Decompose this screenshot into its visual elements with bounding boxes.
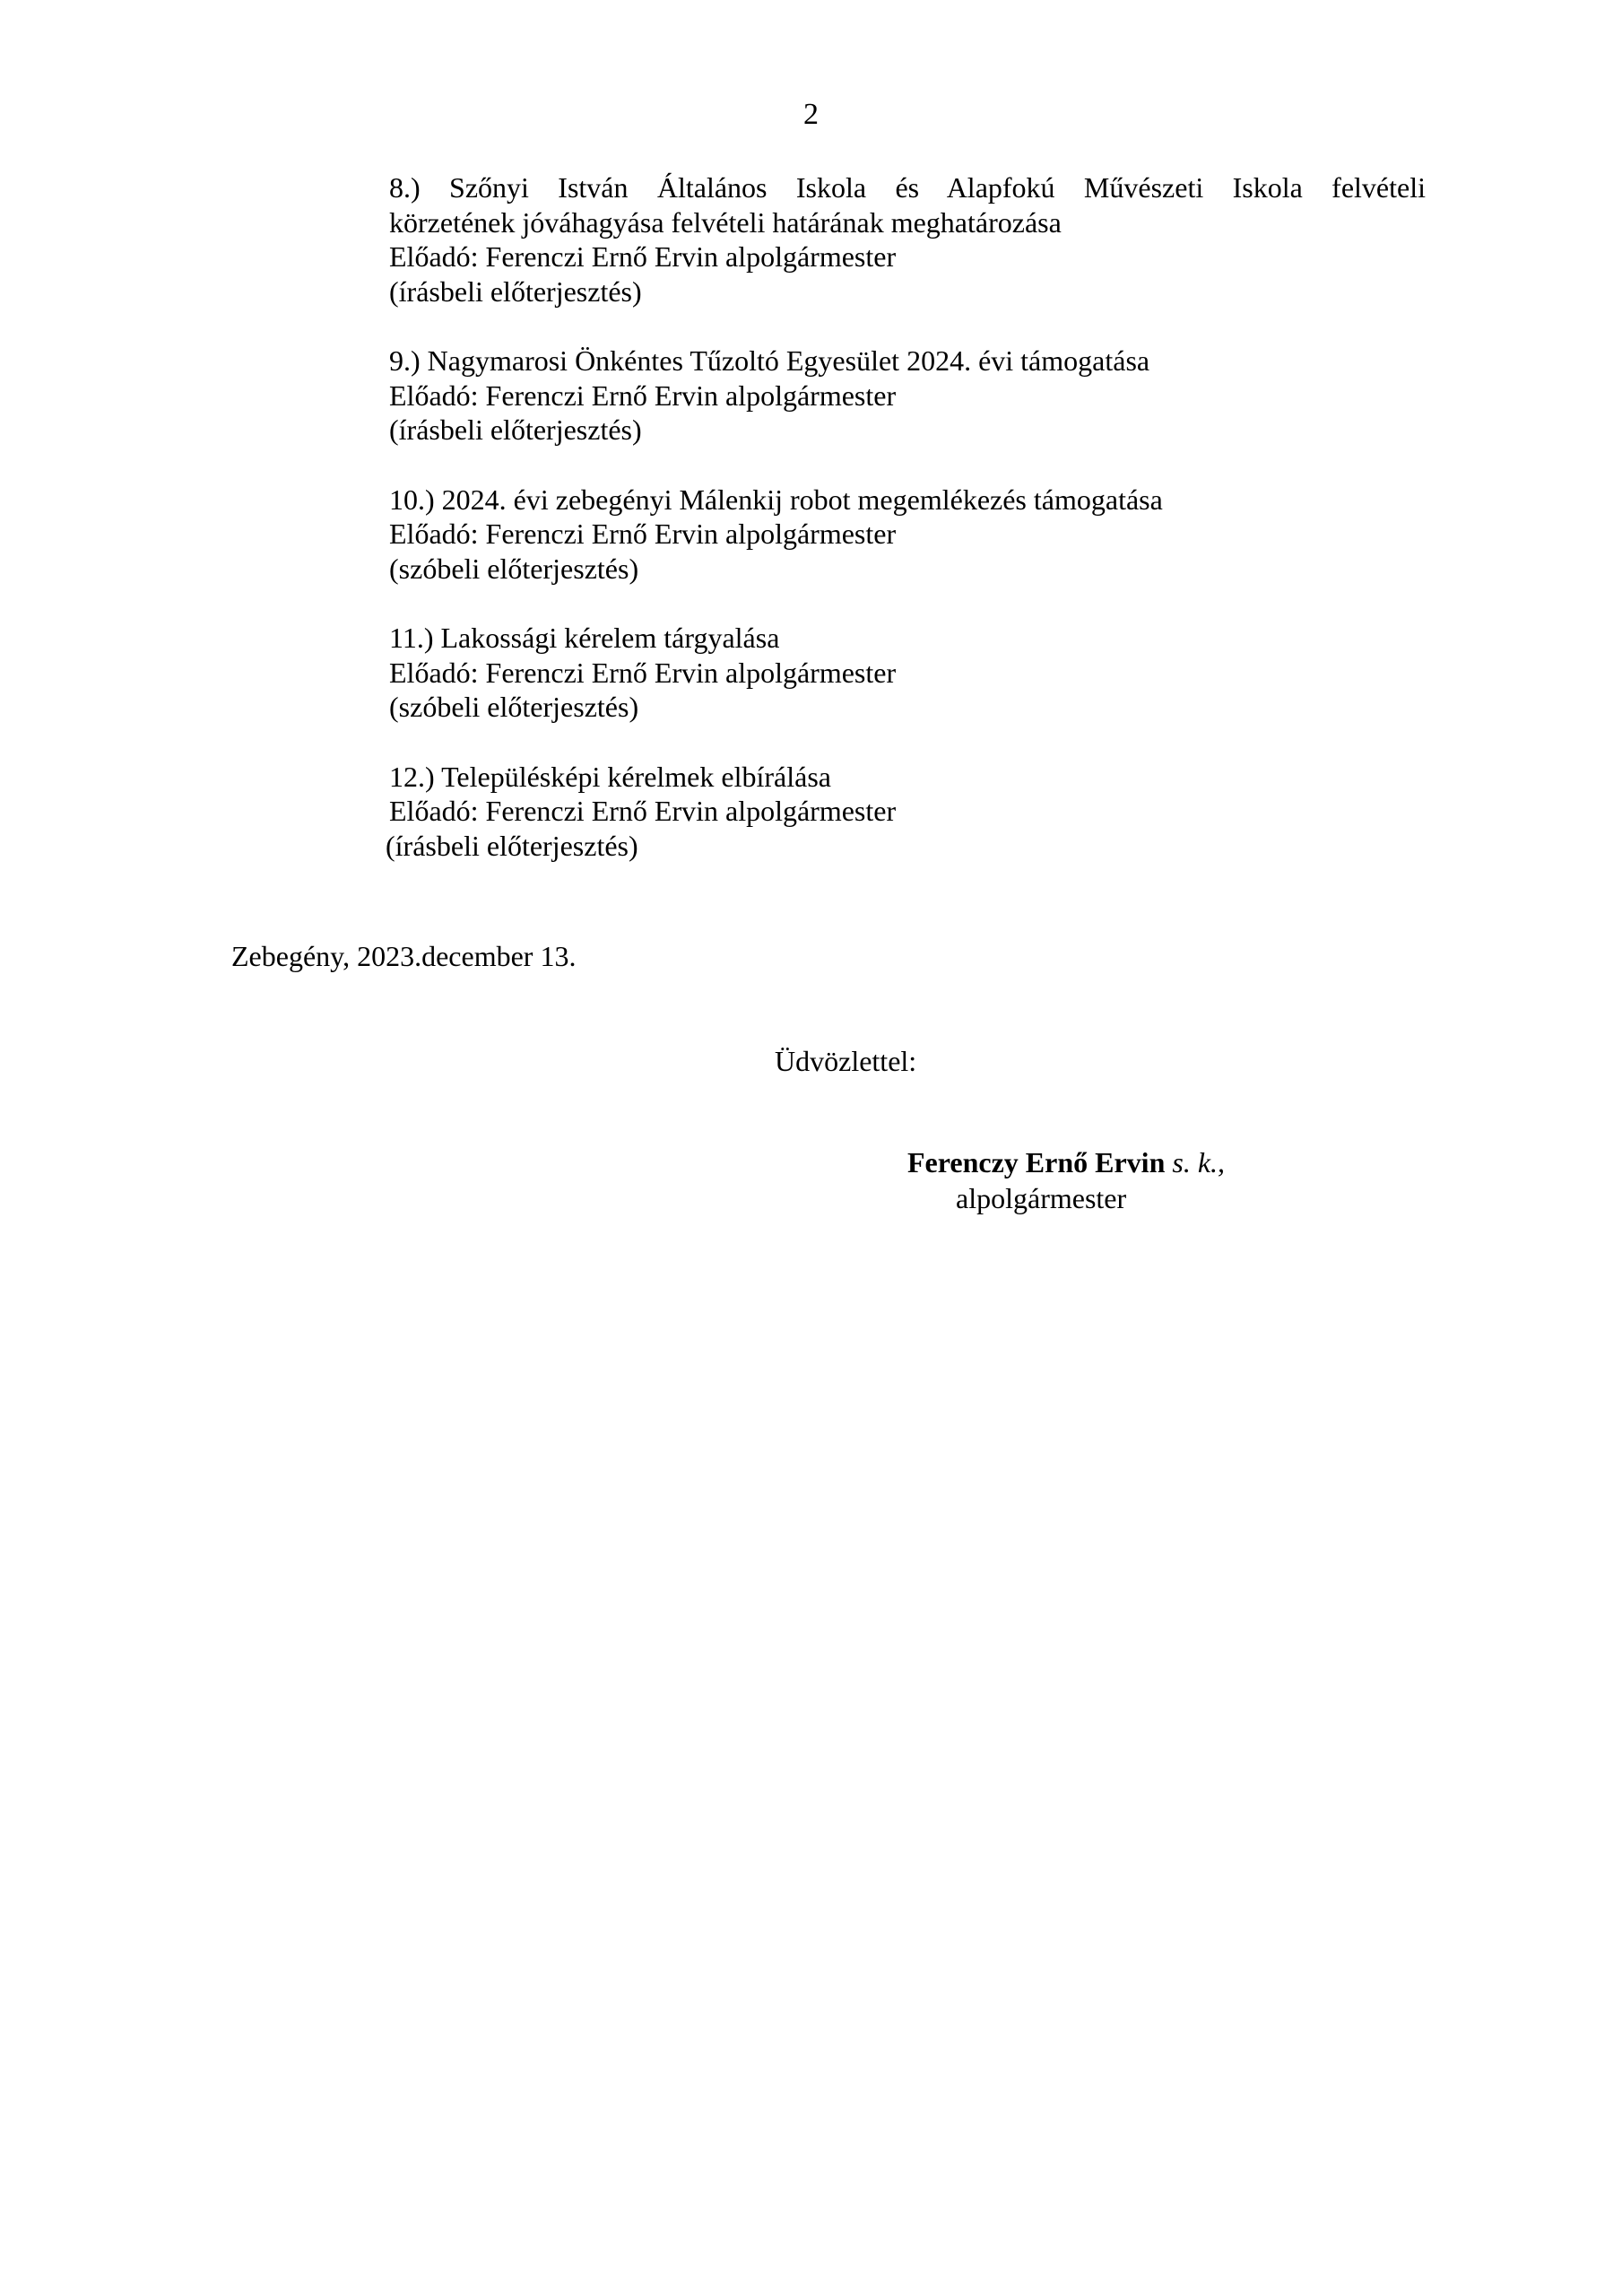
agenda-list: [386, 170, 1438, 863]
agenda-item-submission-type: (írásbeli előterjesztés): [386, 829, 638, 862]
agenda-item-title: 9.) Nagymarosi Önkéntes Tűzoltó Egyesület 2024. évi támogatása: [389, 344, 1150, 377]
agenda-item-submission-type: (szóbeli előterjesztés): [389, 691, 639, 723]
signed-mark: s. k.,: [1172, 1146, 1226, 1178]
agenda-item-submission-type: (írásbeli előterjesztés): [389, 274, 642, 308]
agenda-item-title-line-1: 8.) Szőnyi István Általános Iskola és Alapfokú Művészeti Iskola felvételi: [389, 171, 1426, 204]
agenda-item-9: [389, 344, 1438, 448]
signatory-role: alpolgármester: [956, 1182, 1127, 1214]
signature-block: [907, 1144, 1225, 1180]
place-and-date: Zebegény, 2023.december 13.: [231, 940, 577, 972]
signatory-name: Ferenczy Ernő Ervin: [907, 1146, 1166, 1178]
agenda-item-presenter: Előadó: Ferenczi Ernő Ervin alpolgármester: [389, 378, 897, 412]
page-number: 2: [803, 98, 819, 131]
agenda-item-title: 11.) Lakossági kérelem tárgyalása: [389, 622, 780, 654]
agenda-item-12: [386, 760, 1438, 864]
closing-greeting: Üdvözlettel:: [775, 1045, 917, 1077]
agenda-item-presenter: Előadó: Ferenczi Ernő Ervin alpolgármester: [389, 517, 897, 550]
agenda-item-8: [389, 170, 1438, 309]
agenda-item-title-line-2: körzetének jóváhagyása felvételi határának meghatározása: [389, 205, 1062, 239]
agenda-item-presenter: Előadó: Ferenczi Ernő Ervin alpolgármester: [389, 795, 897, 827]
agenda-item-10: [389, 483, 1438, 587]
agenda-item-title: 10.) 2024. évi zebegényi Málenkij robot megemlékezés támogatása: [389, 483, 1163, 516]
agenda-item-submission-type: (írásbeli előterjesztés): [389, 413, 642, 446]
agenda-item-submission-type: (szóbeli előterjesztés): [389, 552, 639, 585]
agenda-item-title: 12.) Településképi kérelmek elbírálása: [389, 760, 831, 793]
agenda-item-presenter: Előadó: Ferenczi Ernő Ervin alpolgármester: [389, 240, 897, 273]
agenda-item-11: [389, 621, 1438, 725]
agenda-item-presenter: Előadó: Ferenczi Ernő Ervin alpolgármester: [389, 656, 897, 689]
